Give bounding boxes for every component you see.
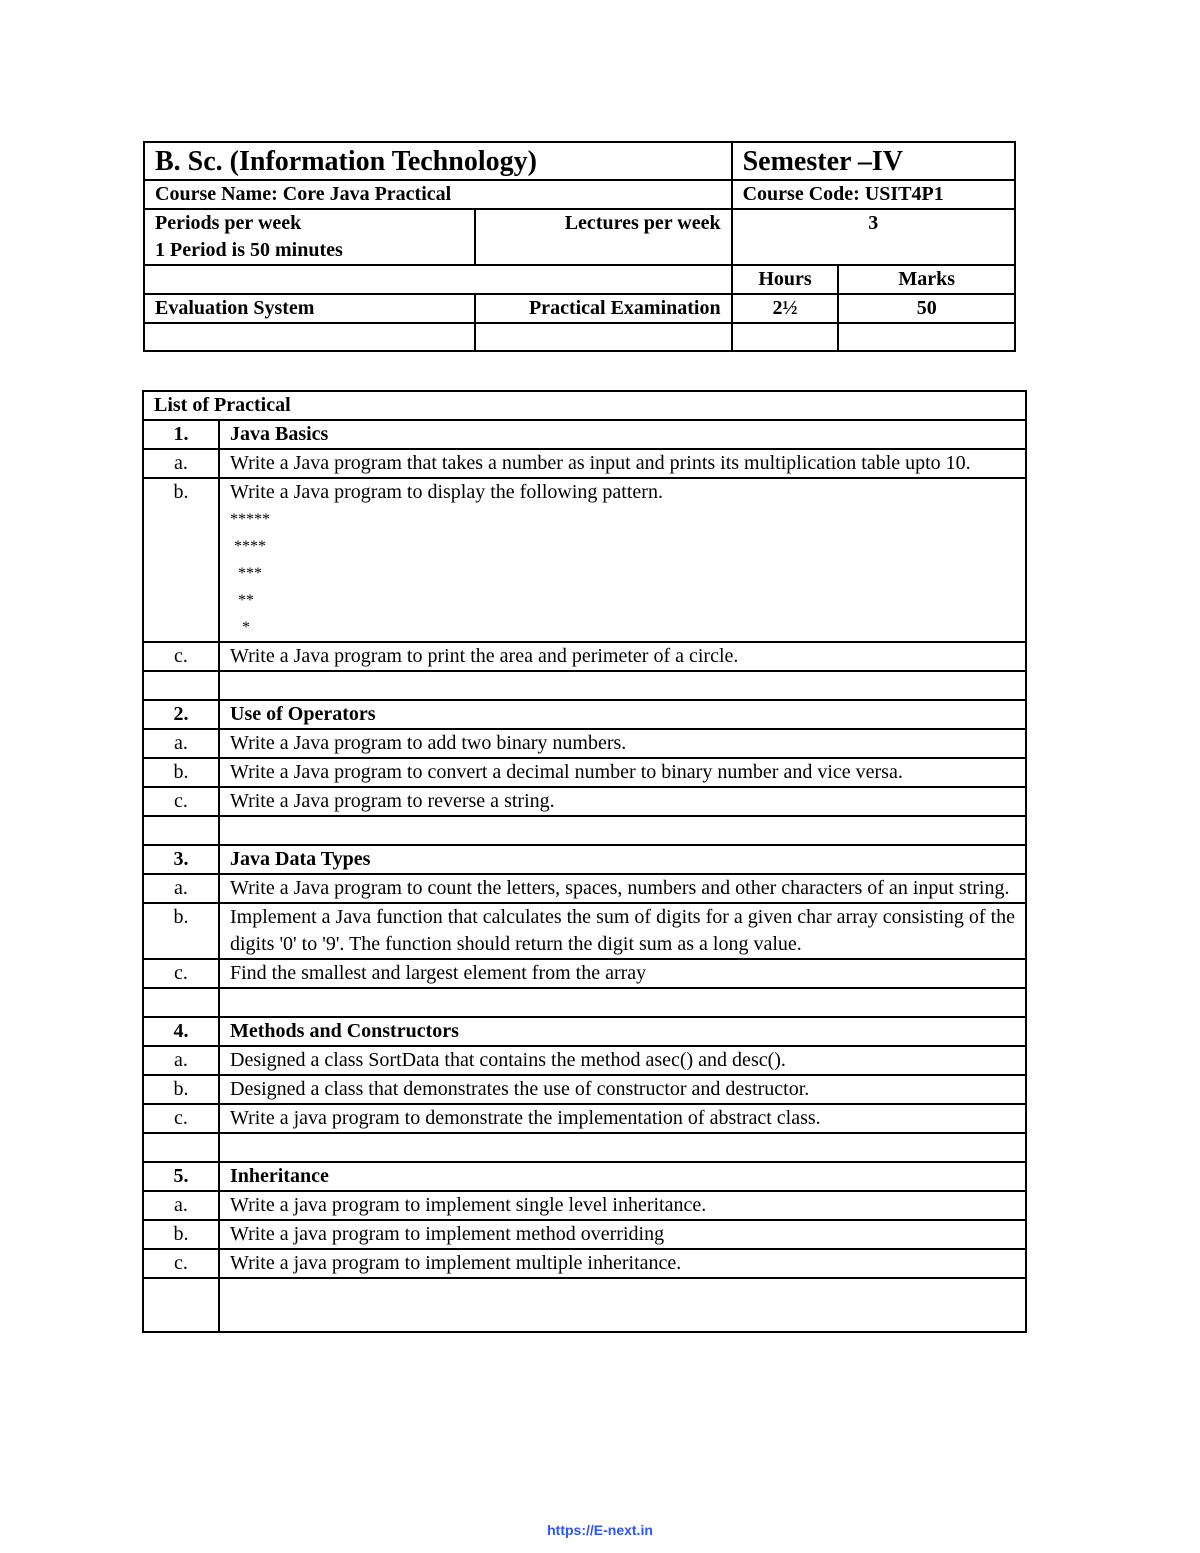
item-text: Write a java program to implement multiple inheritance. [230,1252,682,1274]
item-text: Write a Java program to convert a decimal number to binary number and vice versa. [230,761,903,783]
item-cell [219,1191,1026,1220]
item-cell [219,1046,1026,1075]
item-letter: b. [143,478,219,642]
semester-label: Semester –IV [732,142,1015,180]
section-number: 2. [143,700,219,729]
empty-cell [838,323,1015,351]
practical-item-row [143,478,1026,642]
item-text: Implement a Java function that calculates the sum of digits for a given char array consisting of the digits '0' to '9'. The function should return the digit sum as a long value. [230,906,1015,955]
program-title: B. Sc. (Information Technology) [144,142,732,180]
periods-per-week-label: Periods per week [155,212,302,234]
section-title: Methods and Constructors [219,1017,1026,1046]
section-title: Java Basics [219,420,1026,449]
section-title: Java Data Types [219,845,1026,874]
course-header-table [143,141,1016,352]
item-text: Write a java program to implement single level inheritance. [230,1194,707,1216]
star-pattern: ***** **** *** ** * [230,511,270,636]
item-letter: b. [143,903,219,959]
practical-item-row [143,959,1026,988]
section-number: 1. [143,420,219,449]
empty-cell [732,323,839,351]
item-cell [219,758,1026,787]
item-letter: b. [143,1220,219,1249]
item-text: Designed a class SortData that contains the method asec() and desc(). [230,1049,786,1071]
item-cell [219,874,1026,903]
practical-item-row [143,1249,1026,1278]
section-title: Use of Operators [219,700,1026,729]
item-cell [219,642,1026,671]
section-header-row [143,420,1026,449]
practical-item-row [143,1220,1026,1249]
empty-cell [219,988,1026,1017]
list-title: List of Practical [143,391,1026,420]
practical-examination-label: Practical Examination [475,294,732,323]
practical-item-row [143,787,1026,816]
item-letter: b. [143,1075,219,1104]
spacer-row [143,816,1026,845]
empty-cell [144,323,475,351]
empty-cell [219,1278,1026,1332]
section-number: 4. [143,1017,219,1046]
item-cell [219,1220,1026,1249]
footer-link[interactable]: https://E-next.in [547,1522,653,1538]
item-text: Write a java program to implement method overriding [230,1223,665,1245]
practical-item-row [143,903,1026,959]
practical-item-row [143,449,1026,478]
item-text: Write a Java program that takes a number as input and prints its multiplication table upto 10. [230,452,971,474]
lectures-per-week-label: Lectures per week [475,209,732,265]
item-text: Find the smallest and largest element from the array [230,962,647,984]
item-cell [219,787,1026,816]
item-text: Write a Java program to reverse a string. [230,790,555,812]
spacer-row [143,988,1026,1017]
practical-item-row [143,1075,1026,1104]
item-cell [219,729,1026,758]
item-letter: a. [143,874,219,903]
empty-cell [475,323,732,351]
lectures-per-week-value: 3 [732,209,1015,265]
item-letter: c. [143,642,219,671]
section-title: Inheritance [219,1162,1026,1191]
section-header-row [143,1017,1026,1046]
item-text: Write a Java program to add two binary numbers. [230,732,627,754]
spacer-row [143,1133,1026,1162]
item-cell [219,449,1026,478]
course-code: Course Code: USIT4P1 [732,180,1015,209]
empty-cell [143,671,219,700]
empty-cell [143,988,219,1017]
practical-item-row [143,758,1026,787]
item-letter: c. [143,1104,219,1133]
item-text: Write a Java program to display the following pattern. [230,481,663,503]
hours-label: Hours [732,265,839,294]
practical-list-table [142,390,1027,1333]
empty-cell [219,671,1026,700]
course-name: Course Name: Core Java Practical [144,180,732,209]
section-number: 3. [143,845,219,874]
item-text: Write a Java program to print the area and perimeter of a circle. [230,645,739,667]
section-number: 5. [143,1162,219,1191]
spacer-row [143,671,1026,700]
periods-cell [144,209,475,265]
empty-cell [143,816,219,845]
item-cell [219,1249,1026,1278]
hours-value: 2½ [732,294,839,323]
item-text: Write a java program to demonstrate the implementation of abstract class. [230,1107,821,1129]
marks-label: Marks [838,265,1015,294]
section-header-row [143,700,1026,729]
practical-item-row [143,874,1026,903]
spacer-row [143,1278,1026,1332]
practical-item-row [143,1046,1026,1075]
empty-cell [143,1133,219,1162]
empty-cell [144,265,732,294]
item-letter: a. [143,729,219,758]
item-text: Designed a class that demonstrates the use of constructor and destructor. [230,1078,810,1100]
section-header-row [143,845,1026,874]
practical-item-row [143,729,1026,758]
item-cell [219,1075,1026,1104]
practical-item-row [143,642,1026,671]
section-header-row [143,1162,1026,1191]
practical-item-row [143,1104,1026,1133]
empty-cell [219,1133,1026,1162]
item-letter: c. [143,1249,219,1278]
item-letter: c. [143,787,219,816]
item-text: Write a Java program to count the letters, spaces, numbers and other characters of an input string. [230,877,1010,899]
item-letter: a. [143,1191,219,1220]
item-cell [219,903,1026,959]
item-letter: a. [143,449,219,478]
item-letter: b. [143,758,219,787]
period-duration-label: 1 Period is 50 minutes [155,239,343,261]
item-letter: c. [143,959,219,988]
item-cell [219,478,1026,642]
item-cell [219,1104,1026,1133]
item-cell [219,959,1026,988]
practical-item-row [143,1191,1026,1220]
marks-value: 50 [838,294,1015,323]
empty-cell [143,1278,219,1332]
item-letter: a. [143,1046,219,1075]
empty-cell [219,816,1026,845]
evaluation-system-label: Evaluation System [144,294,475,323]
